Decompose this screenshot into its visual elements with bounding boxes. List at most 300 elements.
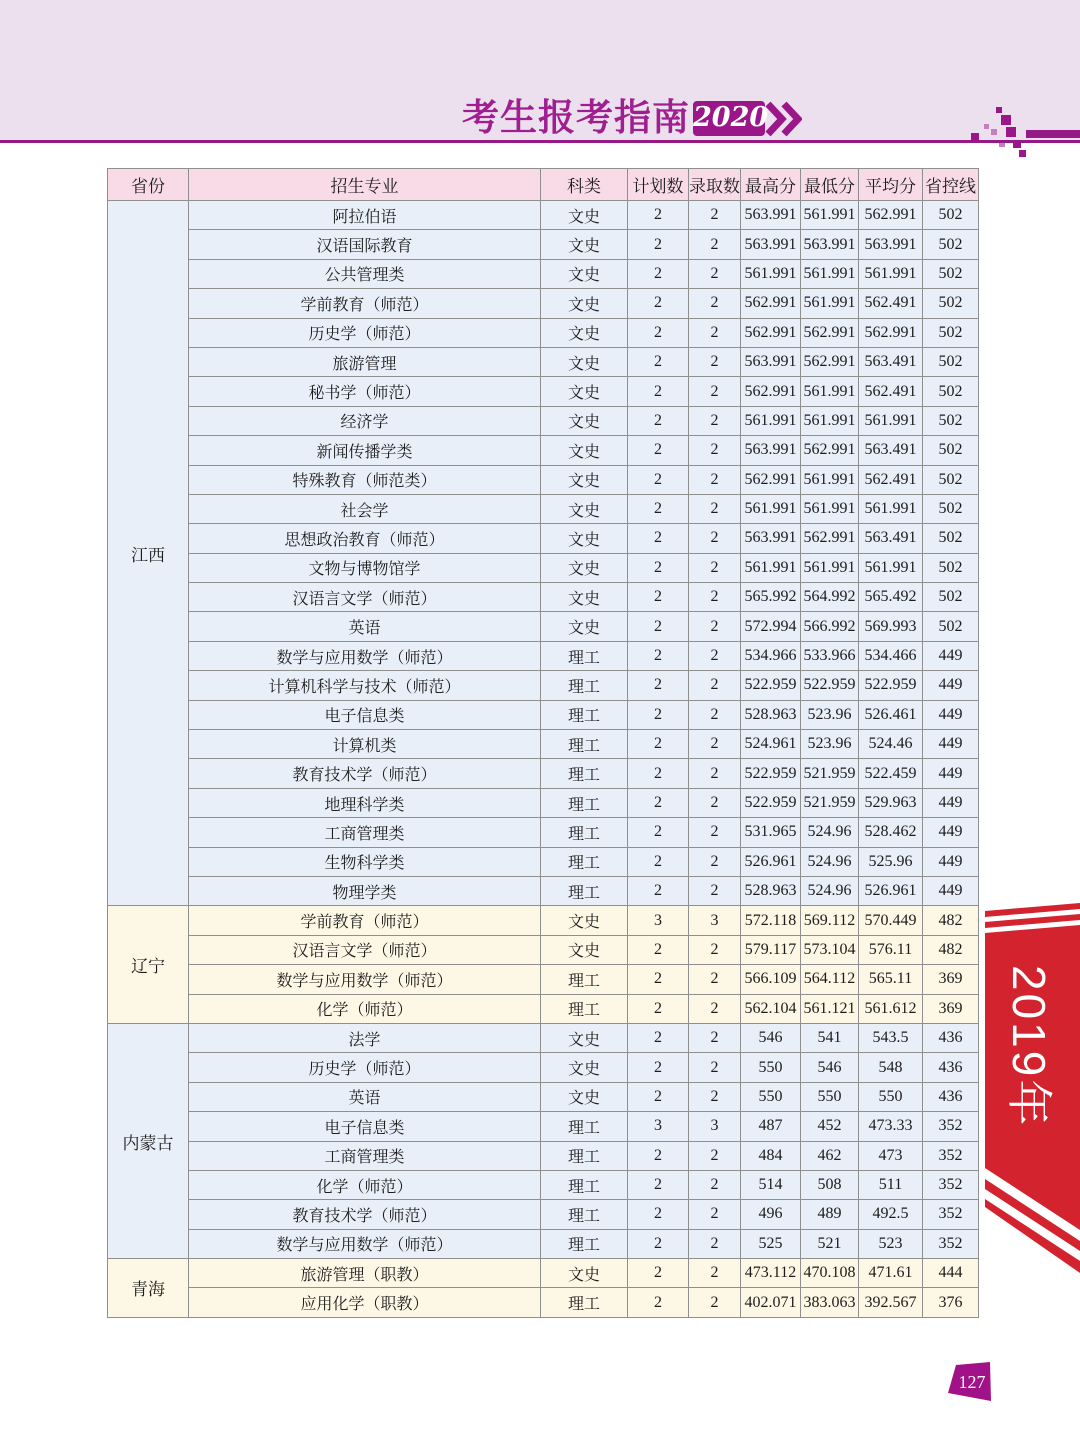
table-row xyxy=(108,994,979,1023)
value-cell: 文史 xyxy=(541,553,628,582)
value-cell: 470.108 xyxy=(801,1259,859,1288)
value-cell: 561.121 xyxy=(801,994,859,1023)
value-cell: 3 xyxy=(628,906,689,935)
major-cell: 历史学（师范） xyxy=(189,318,541,347)
value-cell: 3 xyxy=(689,906,741,935)
masthead-rule-accent xyxy=(1026,130,1080,138)
value-cell: 436 xyxy=(923,1023,979,1052)
value-cell: 2 xyxy=(689,436,741,465)
value-cell: 452 xyxy=(801,1112,859,1141)
table-row xyxy=(108,965,979,994)
value-cell: 563.991 xyxy=(741,524,801,553)
value-cell: 570.449 xyxy=(859,906,923,935)
value-cell: 562.491 xyxy=(859,465,923,494)
value-cell: 2 xyxy=(628,788,689,817)
value-cell: 482 xyxy=(923,935,979,964)
value-cell: 562.991 xyxy=(801,436,859,465)
value-cell: 525 xyxy=(741,1229,801,1258)
table-row xyxy=(108,1082,979,1111)
value-cell: 2 xyxy=(628,347,689,376)
masthead-title: 考生报考指南 xyxy=(462,97,690,138)
table-row xyxy=(108,318,979,347)
major-cell: 学前教育（师范） xyxy=(189,906,541,935)
value-cell: 2 xyxy=(628,641,689,670)
value-cell: 562.991 xyxy=(741,465,801,494)
value-cell: 562.991 xyxy=(801,524,859,553)
major-cell: 生物科学类 xyxy=(189,847,541,876)
value-cell: 561.612 xyxy=(859,994,923,1023)
value-cell: 2 xyxy=(689,230,741,259)
table-row xyxy=(108,876,979,905)
value-cell: 550 xyxy=(859,1082,923,1111)
column-header: 省控线 xyxy=(923,169,979,201)
value-cell: 2 xyxy=(689,289,741,318)
value-cell: 2 xyxy=(628,1170,689,1199)
value-cell: 449 xyxy=(923,730,979,759)
table-row xyxy=(108,524,979,553)
value-cell: 524.96 xyxy=(801,876,859,905)
value-cell: 文史 xyxy=(541,1259,628,1288)
value-cell: 561.991 xyxy=(741,259,801,288)
table-row xyxy=(108,788,979,817)
value-cell: 2 xyxy=(689,818,741,847)
value-cell: 528.963 xyxy=(741,700,801,729)
value-cell: 523.96 xyxy=(801,730,859,759)
value-cell: 563.991 xyxy=(859,230,923,259)
table-row xyxy=(108,700,979,729)
major-cell: 地理科学类 xyxy=(189,788,541,817)
value-cell: 449 xyxy=(923,788,979,817)
value-cell: 2 xyxy=(628,935,689,964)
masthead-rule-line xyxy=(0,140,1080,143)
major-cell: 阿拉伯语 xyxy=(189,201,541,230)
value-cell: 2 xyxy=(628,612,689,641)
table-row xyxy=(108,847,979,876)
value-cell: 543.5 xyxy=(859,1023,923,1052)
value-cell: 502 xyxy=(923,201,979,230)
value-cell: 2 xyxy=(689,465,741,494)
value-cell: 2 xyxy=(689,1288,741,1317)
value-cell: 文史 xyxy=(541,612,628,641)
major-cell: 英语 xyxy=(189,612,541,641)
value-cell: 理工 xyxy=(541,1170,628,1199)
value-cell: 2 xyxy=(628,230,689,259)
value-cell: 487 xyxy=(741,1112,801,1141)
value-cell: 561.991 xyxy=(801,494,859,523)
value-cell: 562.991 xyxy=(741,318,801,347)
value-cell: 576.11 xyxy=(859,935,923,964)
value-cell: 502 xyxy=(923,347,979,376)
value-cell: 563.491 xyxy=(859,347,923,376)
table-row xyxy=(108,1229,979,1258)
table-row xyxy=(108,641,979,670)
value-cell: 496 xyxy=(741,1200,801,1229)
double-chevron-right-icon xyxy=(764,101,802,142)
table-row xyxy=(108,1200,979,1229)
value-cell: 2 xyxy=(689,730,741,759)
value-cell: 383.063 xyxy=(801,1288,859,1317)
value-cell: 文史 xyxy=(541,259,628,288)
value-cell: 理工 xyxy=(541,700,628,729)
value-cell: 449 xyxy=(923,700,979,729)
province-cell: 内蒙古 xyxy=(108,1023,189,1258)
value-cell: 502 xyxy=(923,289,979,318)
value-cell: 449 xyxy=(923,876,979,905)
table-row xyxy=(108,935,979,964)
value-cell: 471.61 xyxy=(859,1259,923,1288)
value-cell: 563.991 xyxy=(741,347,801,376)
value-cell: 2 xyxy=(628,759,689,788)
value-cell: 561.991 xyxy=(801,553,859,582)
table-row xyxy=(108,406,979,435)
major-cell: 教育技术学（师范） xyxy=(189,1200,541,1229)
value-cell: 561.991 xyxy=(859,406,923,435)
value-cell: 521.959 xyxy=(801,759,859,788)
value-cell: 2 xyxy=(689,935,741,964)
value-cell: 2 xyxy=(689,612,741,641)
value-cell: 562.991 xyxy=(801,318,859,347)
table-row xyxy=(108,347,979,376)
value-cell: 502 xyxy=(923,406,979,435)
value-cell: 531.965 xyxy=(741,818,801,847)
major-cell: 社会学 xyxy=(189,494,541,523)
value-cell: 2 xyxy=(689,847,741,876)
value-cell: 563.991 xyxy=(741,230,801,259)
value-cell: 352 xyxy=(923,1229,979,1258)
value-cell: 562.104 xyxy=(741,994,801,1023)
major-cell: 教育技术学（师范） xyxy=(189,759,541,788)
value-cell: 2 xyxy=(689,318,741,347)
value-cell: 2 xyxy=(689,201,741,230)
value-cell: 573.104 xyxy=(801,935,859,964)
column-header: 最高分 xyxy=(741,169,801,201)
column-header: 平均分 xyxy=(859,169,923,201)
value-cell: 2 xyxy=(628,377,689,406)
value-cell: 3 xyxy=(628,1112,689,1141)
value-cell: 561.991 xyxy=(741,406,801,435)
value-cell: 3 xyxy=(689,1112,741,1141)
value-cell: 文史 xyxy=(541,436,628,465)
value-cell: 2 xyxy=(689,494,741,523)
value-cell: 522.959 xyxy=(741,671,801,700)
value-cell: 436 xyxy=(923,1053,979,1082)
value-cell: 522.459 xyxy=(859,759,923,788)
value-cell: 理工 xyxy=(541,671,628,700)
value-cell: 352 xyxy=(923,1112,979,1141)
value-cell: 2 xyxy=(628,1023,689,1052)
major-cell: 新闻传播学类 xyxy=(189,436,541,465)
value-cell: 534.966 xyxy=(741,641,801,670)
province-cell: 辽宁 xyxy=(108,906,189,1024)
value-cell: 502 xyxy=(923,583,979,612)
value-cell: 572.994 xyxy=(741,612,801,641)
value-cell: 561.991 xyxy=(859,553,923,582)
year-badge: 2020 xyxy=(693,101,765,136)
value-cell: 2 xyxy=(689,1200,741,1229)
page-number: 127 xyxy=(958,1372,986,1392)
value-cell: 2 xyxy=(689,671,741,700)
value-cell: 理工 xyxy=(541,876,628,905)
table-row xyxy=(108,759,979,788)
value-cell: 文史 xyxy=(541,583,628,612)
major-cell: 应用化学（职教） xyxy=(189,1288,541,1317)
value-cell: 561.991 xyxy=(801,201,859,230)
table-row xyxy=(108,818,979,847)
value-cell: 文史 xyxy=(541,230,628,259)
table-row xyxy=(108,230,979,259)
value-cell: 352 xyxy=(923,1170,979,1199)
value-cell: 541 xyxy=(801,1023,859,1052)
value-cell: 473.112 xyxy=(741,1259,801,1288)
table-row xyxy=(108,671,979,700)
major-cell: 数学与应用数学（师范） xyxy=(189,641,541,670)
value-cell: 524.961 xyxy=(741,730,801,759)
value-cell: 563.991 xyxy=(741,436,801,465)
masthead-band xyxy=(0,0,1080,141)
table-row xyxy=(108,1053,979,1082)
value-cell: 理工 xyxy=(541,1288,628,1317)
value-cell: 502 xyxy=(923,494,979,523)
value-cell: 理工 xyxy=(541,847,628,876)
value-cell: 565.11 xyxy=(859,965,923,994)
value-cell: 2 xyxy=(689,700,741,729)
value-cell: 文史 xyxy=(541,465,628,494)
column-header: 招生专业 xyxy=(189,169,541,201)
major-cell: 汉语言文学（师范） xyxy=(189,935,541,964)
major-cell: 电子信息类 xyxy=(189,700,541,729)
value-cell: 2 xyxy=(628,318,689,347)
value-cell: 2 xyxy=(628,876,689,905)
value-cell: 2 xyxy=(689,1141,741,1170)
value-cell: 502 xyxy=(923,524,979,553)
value-cell: 文史 xyxy=(541,524,628,553)
major-cell: 工商管理类 xyxy=(189,818,541,847)
major-cell: 旅游管理（职教） xyxy=(189,1259,541,1288)
value-cell: 528.963 xyxy=(741,876,801,905)
value-cell: 561.991 xyxy=(801,377,859,406)
value-cell: 2 xyxy=(628,1053,689,1082)
value-cell: 502 xyxy=(923,318,979,347)
major-cell: 工商管理类 xyxy=(189,1141,541,1170)
value-cell: 2 xyxy=(628,465,689,494)
value-cell: 529.963 xyxy=(859,788,923,817)
value-cell: 561.991 xyxy=(801,406,859,435)
value-cell: 563.491 xyxy=(859,436,923,465)
value-cell: 2 xyxy=(628,965,689,994)
value-cell: 2 xyxy=(628,524,689,553)
value-cell: 2 xyxy=(628,1141,689,1170)
table-row xyxy=(108,583,979,612)
value-cell: 402.071 xyxy=(741,1288,801,1317)
value-cell: 2 xyxy=(689,876,741,905)
value-cell: 566.109 xyxy=(741,965,801,994)
column-header: 最低分 xyxy=(801,169,859,201)
value-cell: 2 xyxy=(628,1288,689,1317)
major-cell: 经济学 xyxy=(189,406,541,435)
value-cell: 521 xyxy=(801,1229,859,1258)
major-cell: 汉语言文学（师范） xyxy=(189,583,541,612)
value-cell: 理工 xyxy=(541,641,628,670)
value-cell: 文史 xyxy=(541,1053,628,1082)
major-cell: 计算机科学与技术（师范） xyxy=(189,671,541,700)
value-cell: 2 xyxy=(628,553,689,582)
value-cell: 2 xyxy=(689,1082,741,1111)
major-cell: 学前教育（师范） xyxy=(189,289,541,318)
table-row xyxy=(108,1259,979,1288)
value-cell: 444 xyxy=(923,1259,979,1288)
value-cell: 550 xyxy=(801,1082,859,1111)
major-cell: 文物与博物馆学 xyxy=(189,553,541,582)
value-cell: 522.959 xyxy=(859,671,923,700)
table-row xyxy=(108,465,979,494)
value-cell: 569.993 xyxy=(859,612,923,641)
value-cell: 525.96 xyxy=(859,847,923,876)
value-cell: 462 xyxy=(801,1141,859,1170)
major-cell: 特殊教育（师范类） xyxy=(189,465,541,494)
value-cell: 550 xyxy=(741,1053,801,1082)
value-cell: 524.46 xyxy=(859,730,923,759)
column-header: 计划数 xyxy=(628,169,689,201)
value-cell: 572.118 xyxy=(741,906,801,935)
value-cell: 533.966 xyxy=(801,641,859,670)
admissions-table xyxy=(107,168,979,1318)
value-cell: 2 xyxy=(689,259,741,288)
value-cell: 2 xyxy=(689,406,741,435)
value-cell: 561.991 xyxy=(801,259,859,288)
value-cell: 564.992 xyxy=(801,583,859,612)
value-cell: 502 xyxy=(923,377,979,406)
value-cell: 2 xyxy=(628,1259,689,1288)
column-header: 省份 xyxy=(108,169,189,201)
value-cell: 理工 xyxy=(541,1229,628,1258)
value-cell: 561.991 xyxy=(741,553,801,582)
value-cell: 2 xyxy=(689,524,741,553)
table-header xyxy=(108,169,979,201)
value-cell: 449 xyxy=(923,847,979,876)
value-cell: 561.991 xyxy=(741,494,801,523)
value-cell: 2 xyxy=(689,759,741,788)
major-cell: 数学与应用数学（师范） xyxy=(189,1229,541,1258)
value-cell: 2 xyxy=(628,201,689,230)
value-cell: 理工 xyxy=(541,1141,628,1170)
year-ribbon xyxy=(985,903,1080,1278)
value-cell: 449 xyxy=(923,818,979,847)
major-cell: 汉语国际教育 xyxy=(189,230,541,259)
value-cell: 理工 xyxy=(541,788,628,817)
value-cell: 449 xyxy=(923,759,979,788)
value-cell: 文史 xyxy=(541,406,628,435)
value-cell: 2 xyxy=(689,1023,741,1052)
value-cell: 文史 xyxy=(541,201,628,230)
value-cell: 563.991 xyxy=(801,230,859,259)
value-cell: 561.991 xyxy=(859,494,923,523)
value-cell: 523.96 xyxy=(801,700,859,729)
value-cell: 508 xyxy=(801,1170,859,1199)
value-cell: 526.961 xyxy=(859,876,923,905)
value-cell: 524.96 xyxy=(801,818,859,847)
value-cell: 482 xyxy=(923,906,979,935)
major-cell: 物理学类 xyxy=(189,876,541,905)
value-cell: 534.466 xyxy=(859,641,923,670)
value-cell: 526.461 xyxy=(859,700,923,729)
value-cell: 理工 xyxy=(541,965,628,994)
value-cell: 2 xyxy=(628,730,689,759)
table-row xyxy=(108,612,979,641)
value-cell: 562.991 xyxy=(859,201,923,230)
value-cell: 511 xyxy=(859,1170,923,1199)
value-cell: 2 xyxy=(689,553,741,582)
value-cell: 2 xyxy=(628,671,689,700)
major-cell: 化学（师范） xyxy=(189,1170,541,1199)
table-row xyxy=(108,259,979,288)
value-cell: 2 xyxy=(628,583,689,612)
value-cell: 579.117 xyxy=(741,935,801,964)
value-cell: 449 xyxy=(923,641,979,670)
value-cell: 文史 xyxy=(541,935,628,964)
value-cell: 2 xyxy=(628,1200,689,1229)
major-cell: 秘书学（师范） xyxy=(189,377,541,406)
value-cell: 352 xyxy=(923,1141,979,1170)
table-row xyxy=(108,730,979,759)
value-cell: 352 xyxy=(923,1200,979,1229)
value-cell: 2 xyxy=(628,436,689,465)
value-cell: 502 xyxy=(923,436,979,465)
table-row xyxy=(108,289,979,318)
value-cell: 369 xyxy=(923,965,979,994)
major-cell: 化学（师范） xyxy=(189,994,541,1023)
value-cell: 449 xyxy=(923,671,979,700)
value-cell: 561.991 xyxy=(859,259,923,288)
value-cell: 561.991 xyxy=(801,289,859,318)
value-cell: 文史 xyxy=(541,1023,628,1052)
table-row xyxy=(108,436,979,465)
value-cell: 522.959 xyxy=(741,759,801,788)
table-row xyxy=(108,1288,979,1317)
table-row xyxy=(108,1112,979,1141)
value-cell: 569.112 xyxy=(801,906,859,935)
value-cell: 522.959 xyxy=(801,671,859,700)
value-cell: 文史 xyxy=(541,377,628,406)
value-cell: 2 xyxy=(628,700,689,729)
value-cell: 563.991 xyxy=(741,201,801,230)
major-cell: 法学 xyxy=(189,1023,541,1052)
value-cell: 562.991 xyxy=(741,289,801,318)
column-header: 录取数 xyxy=(689,169,741,201)
value-cell: 436 xyxy=(923,1082,979,1111)
value-cell: 523 xyxy=(859,1229,923,1258)
value-cell: 562.991 xyxy=(859,318,923,347)
value-cell: 548 xyxy=(859,1053,923,1082)
major-cell: 电子信息类 xyxy=(189,1112,541,1141)
value-cell: 2 xyxy=(689,347,741,376)
table-row xyxy=(108,494,979,523)
value-cell: 2 xyxy=(628,1082,689,1111)
value-cell: 文史 xyxy=(541,318,628,347)
value-cell: 473 xyxy=(859,1141,923,1170)
value-cell: 546 xyxy=(741,1023,801,1052)
value-cell: 526.961 xyxy=(741,847,801,876)
table-row xyxy=(108,1141,979,1170)
value-cell: 文史 xyxy=(541,494,628,523)
table-row xyxy=(108,1170,979,1199)
table-row xyxy=(108,1023,979,1052)
major-cell: 英语 xyxy=(189,1082,541,1111)
value-cell: 2 xyxy=(689,377,741,406)
value-cell: 2 xyxy=(689,641,741,670)
province-cell: 青海 xyxy=(108,1259,189,1318)
value-cell: 524.96 xyxy=(801,847,859,876)
value-cell: 理工 xyxy=(541,818,628,847)
